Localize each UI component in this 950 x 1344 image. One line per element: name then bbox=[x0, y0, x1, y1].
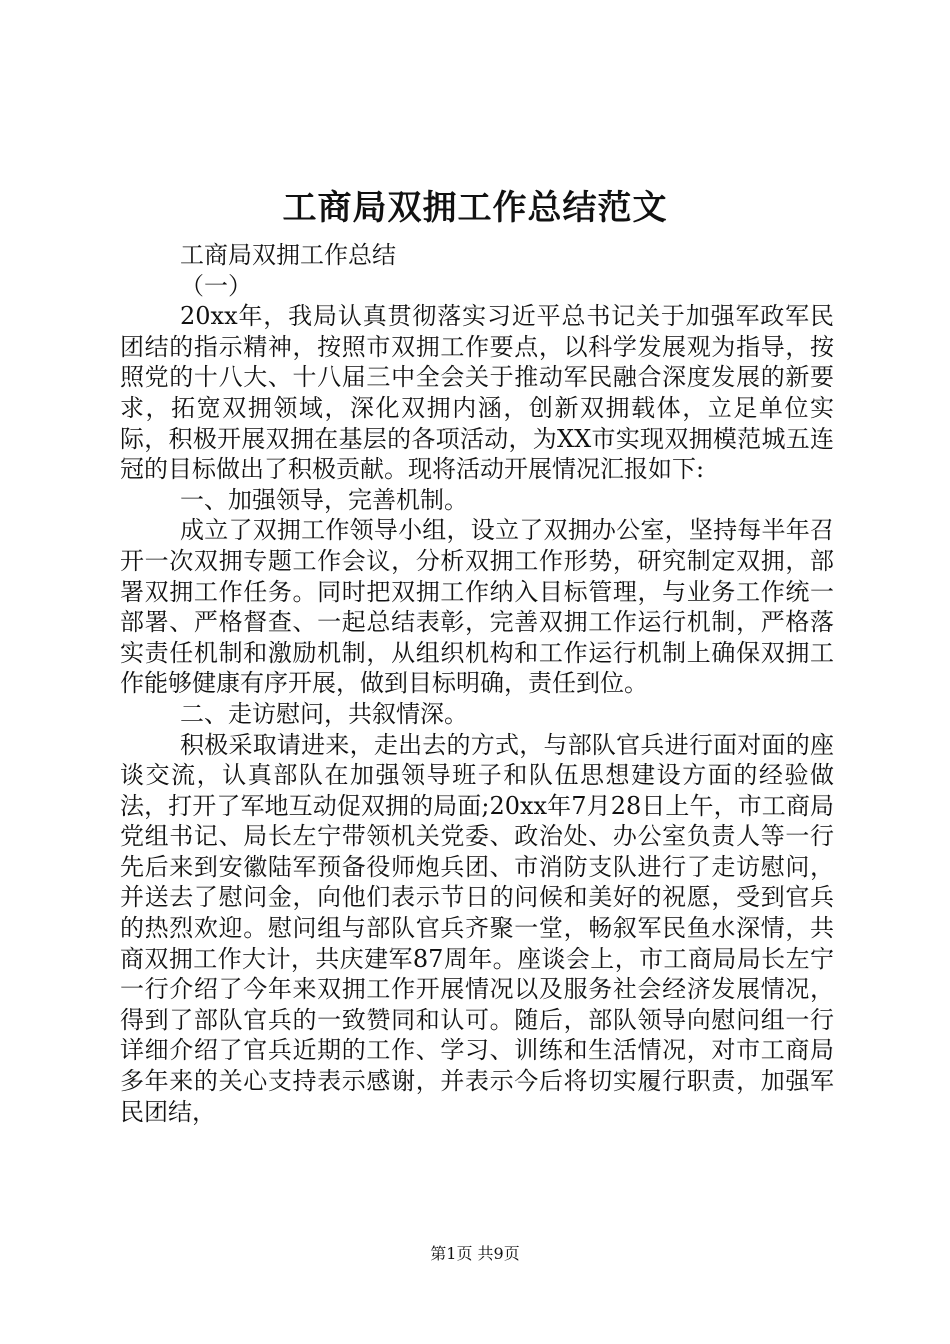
section-heading: 工商局双拥工作总结 bbox=[180, 241, 396, 269]
paragraph: 20xx年，我局认真贯彻落实习近平总书记关于加强军政军民团结的指示精神，按照市双拥工作要点，以科学发展观为指导，按照党的十八大、十八届三中全会关于推动军民融合深度发展的新要求，拓宽双拥领域，深化双拥内涵，创新双拥载体，立足单位实际，积极开展双拥在基层的各项活动，为XX市实现双拥模范城五连冠的目标做出了积极贡献。现将活动开展情况汇报如下: bbox=[120, 302, 834, 484]
page-indicator: 第1页 共9页 bbox=[430, 1244, 520, 1263]
document-body bbox=[120, 240, 834, 1127]
paragraph: 成立了双拥工作领导小组，设立了双拥办公室，坚持每半年召开一次双拥专题工作会议，分析双拥工作形势，研究制定双拥，部署双拥工作任务。同时把双拥工作纳入目标管理，与业务工作统一部署、严格督查、一起总结表彰，完善双拥工作运行机制，严格落实责任机制和激励机制，从组织机构和工作运行机制上确保双拥工作能够健康有序开展，做到目标明确，责任到位。 bbox=[120, 516, 834, 698]
subheading: 二、走访慰问，共叙情深。 bbox=[180, 699, 468, 728]
document-title: 工商局双拥工作总结范文 bbox=[282, 188, 668, 228]
section-number: （一） bbox=[180, 271, 252, 300]
subheading: 一、加强领导，完善机制。 bbox=[180, 485, 468, 514]
paragraph: 积极采取请进来，走出去的方式，与部队官兵进行面对面的座谈交流，认真部队在加强领导班子和队伍思想建设方面的经验做法，打开了军地互动促双拥的局面;20xx年7月28日上午，市工商局党组书记、局长左宁带领机关党委、政治处、办公室负责人等一行先后来到安徽陆军预备役师炮兵团、市消防支队进行了走访慰问，并送去了慰问金，向他们表示节日的问候和美好的祝愿，受到官兵的热烈欢迎。慰问组与部队官兵齐聚一堂，畅叙军民鱼水深情，共商双拥工作大计，共庆建军87周年。座谈会上，市工商局局长左宁一行介绍了今年来双拥工作开展情况以及服务社会经济发展情况，得到了部队官兵的一致赞同和认可。随后，部队领导向慰问组一行详细介绍了官兵近期的工作、学习、训练和生活情况，对市工商局多年来的关心支持表示感谢，并表示今后将切实履行职责，加强军民团结， bbox=[120, 730, 834, 1126]
